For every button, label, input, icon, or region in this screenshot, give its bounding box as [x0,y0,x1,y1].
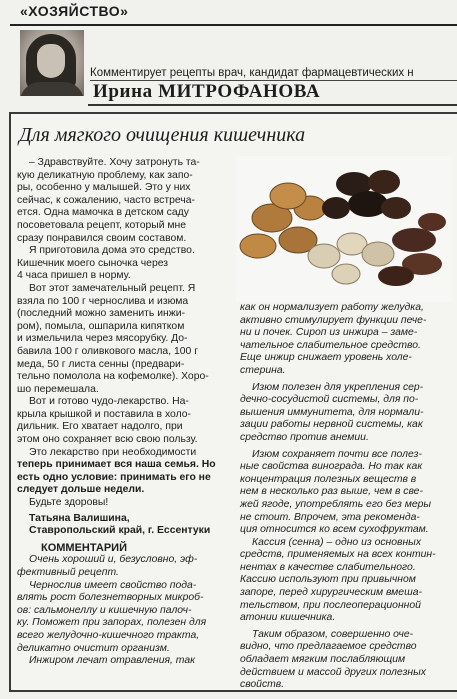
text-line: чательное слабительное средство. [240,339,421,351]
text-line: дильник. Его хватает надолго, при [17,421,183,433]
fig [332,264,360,284]
text-line: сейчас, к сожалению, часто встреча- [17,194,195,206]
text-line: как он нормализует работу желудка, [240,302,424,313]
text-line: всего желудочно-кишечного тракта, [17,629,200,641]
text-line: стерина. [240,364,286,376]
text-line: зации работы нервной системы, как [240,419,423,431]
text-line: ни и почек. Сироп из инжира – заме- [240,327,418,339]
prune [381,197,411,219]
fig [308,244,340,268]
comments-block [17,554,224,667]
text-line: – Здравствуйте. Хочу затронуть та- [29,157,200,168]
text-line: есть одно условие: принимать его не [17,471,211,483]
text-line: Чернослив имеет свойство пода- [29,579,197,591]
text-line: шо перемешала. [17,383,99,395]
prune [322,197,350,219]
text-line: Кишечник моего сыночка через [17,257,169,269]
text-line: Очень хороший и, безусловно, эф- [29,554,198,566]
text-line: тельно помолола на кофемолке). Хоро- [17,371,209,383]
text-line: фективный рецепт. [17,567,119,578]
text-line: теперь принимает вся наша семья. Но [17,459,216,471]
text-line: посоветовала рецепт, который мне [17,219,187,231]
text-line: кую деликатную проблему, как запо- [17,169,193,181]
text-line: действием и массой других полезных [240,666,426,678]
text-line: дечно-сосудистой системы, для по- [240,394,419,406]
text-line: ные свойства винограда. Но так как [240,461,423,473]
text-line: запоре, перед хирургическим вмеша- [240,587,422,599]
text-line: концентрация полезных веществ в [240,473,417,485]
text-line: ов: сальмонеллу и кишечную палоч- [17,604,192,616]
text-line: видно, что предлагаемое средство [240,641,417,653]
text-line: тельством, при послеоперационной [240,599,421,611]
author-name: Ирина МИТРОФАНОВА [93,81,321,102]
signature-name: Татьяна Валишина, [29,512,130,524]
text-line: Это лекарство при необходимости [29,446,197,458]
dried-apricot [240,234,276,258]
text-line: и измельчила через мясорубку. До- [17,333,188,345]
text-line: Вот этот замечательный рецепт. Я [29,282,196,294]
text-line: Я приготовила дома это средство. [29,245,195,257]
text-line: (последний можно заменить инжи- [17,308,185,320]
text-line: Кассия (сенна) – одно из основных [252,536,422,548]
fig [362,242,394,266]
text-line: крыла крышкой и поставила в холо- [17,408,192,420]
text-line: влять рост болезнетворных микроб- [17,592,204,604]
text-line: вышения иммунитета, для нормали- [240,406,424,418]
raisins [392,228,436,252]
text-line: Таким образом, совершенно оче- [252,628,414,640]
text-line: нем в несколько раз выше, чем в све- [240,486,423,498]
section-label: «ХОЗЯЙСТВО» [20,3,129,19]
text-line: меда, 50 г листа сенны (предвари- [17,358,185,370]
signature-place: Ставропольский край, г. Ессентуки [29,525,211,537]
prune [368,170,400,194]
text-line: атонии кишечника. [240,612,336,624]
text-line: следует дольше недели. [17,484,145,496]
text-line: Еще инжир снижает уровень холе- [240,352,412,364]
raisins [378,266,414,286]
text-line: бавила 100 г оливкового масла, 100 г [17,345,198,357]
commentator-line: Комментирует рецепты врач, кандидат фармацевтических н [90,67,457,81]
raisins [418,213,446,231]
comments-heading: КОММЕНТАРИЙ [41,541,127,554]
text-line: ку. Поможет при запорах, полезен для [17,617,207,629]
text-line: Инжиром лечат отравления, так [29,655,196,667]
text-line: ция относится ко всем сухофруктам. [240,524,429,536]
prune [348,191,388,217]
text-line: Кассию используют при привычном [240,574,416,586]
text-line: ры, особенно у малышей. Это у них [17,182,191,194]
text-line: средство против анемии. [240,431,369,443]
text-line: свойств. [240,679,285,691]
text-line: обладает мягким послабляющим [240,654,406,666]
text-line: Изюм полезен для укрепления сер- [252,381,424,393]
text-line: Изюм сохраняет почти все полез- [252,448,422,460]
text-line: нентах в качестве слабительного. [240,561,416,573]
text-line: не стоит. Впрочем, эта рекоменда- [240,511,420,523]
text-line: Вот и готово чудо-лекарство. На- [29,396,189,408]
text-line: средств, применяемых на всех контин- [240,549,436,561]
text-line: ром), помыла, ошпарила кипятком [17,320,185,332]
text-line: деликатно очистит организм. [17,642,170,654]
text-line: Будьте здоровы! [29,497,109,509]
top-rule [10,24,457,26]
article-title: Для мягкого очищения кишечника [19,124,306,146]
author-rule [88,104,457,106]
text-line: сразу понравился своим составом. [17,232,187,244]
dried-apricot [270,183,306,209]
dried-fruit-photo [236,156,452,302]
author-portrait [20,30,84,96]
text-line: этом оно сохраняет всю свою пользу. [17,434,198,446]
article-left-column [17,157,224,668]
text-line: жей ягоде, употреблять его без меры [240,498,432,510]
text-line: ется. Одна мамочка в детском саду [17,207,189,219]
text-line: 4 часа пришел в норму. [17,270,131,282]
text-line: взяла по 100 г чернослива и изюма [17,295,189,307]
text-line: активно стимулирует функции пече- [240,314,427,326]
article-right-column [240,302,448,692]
